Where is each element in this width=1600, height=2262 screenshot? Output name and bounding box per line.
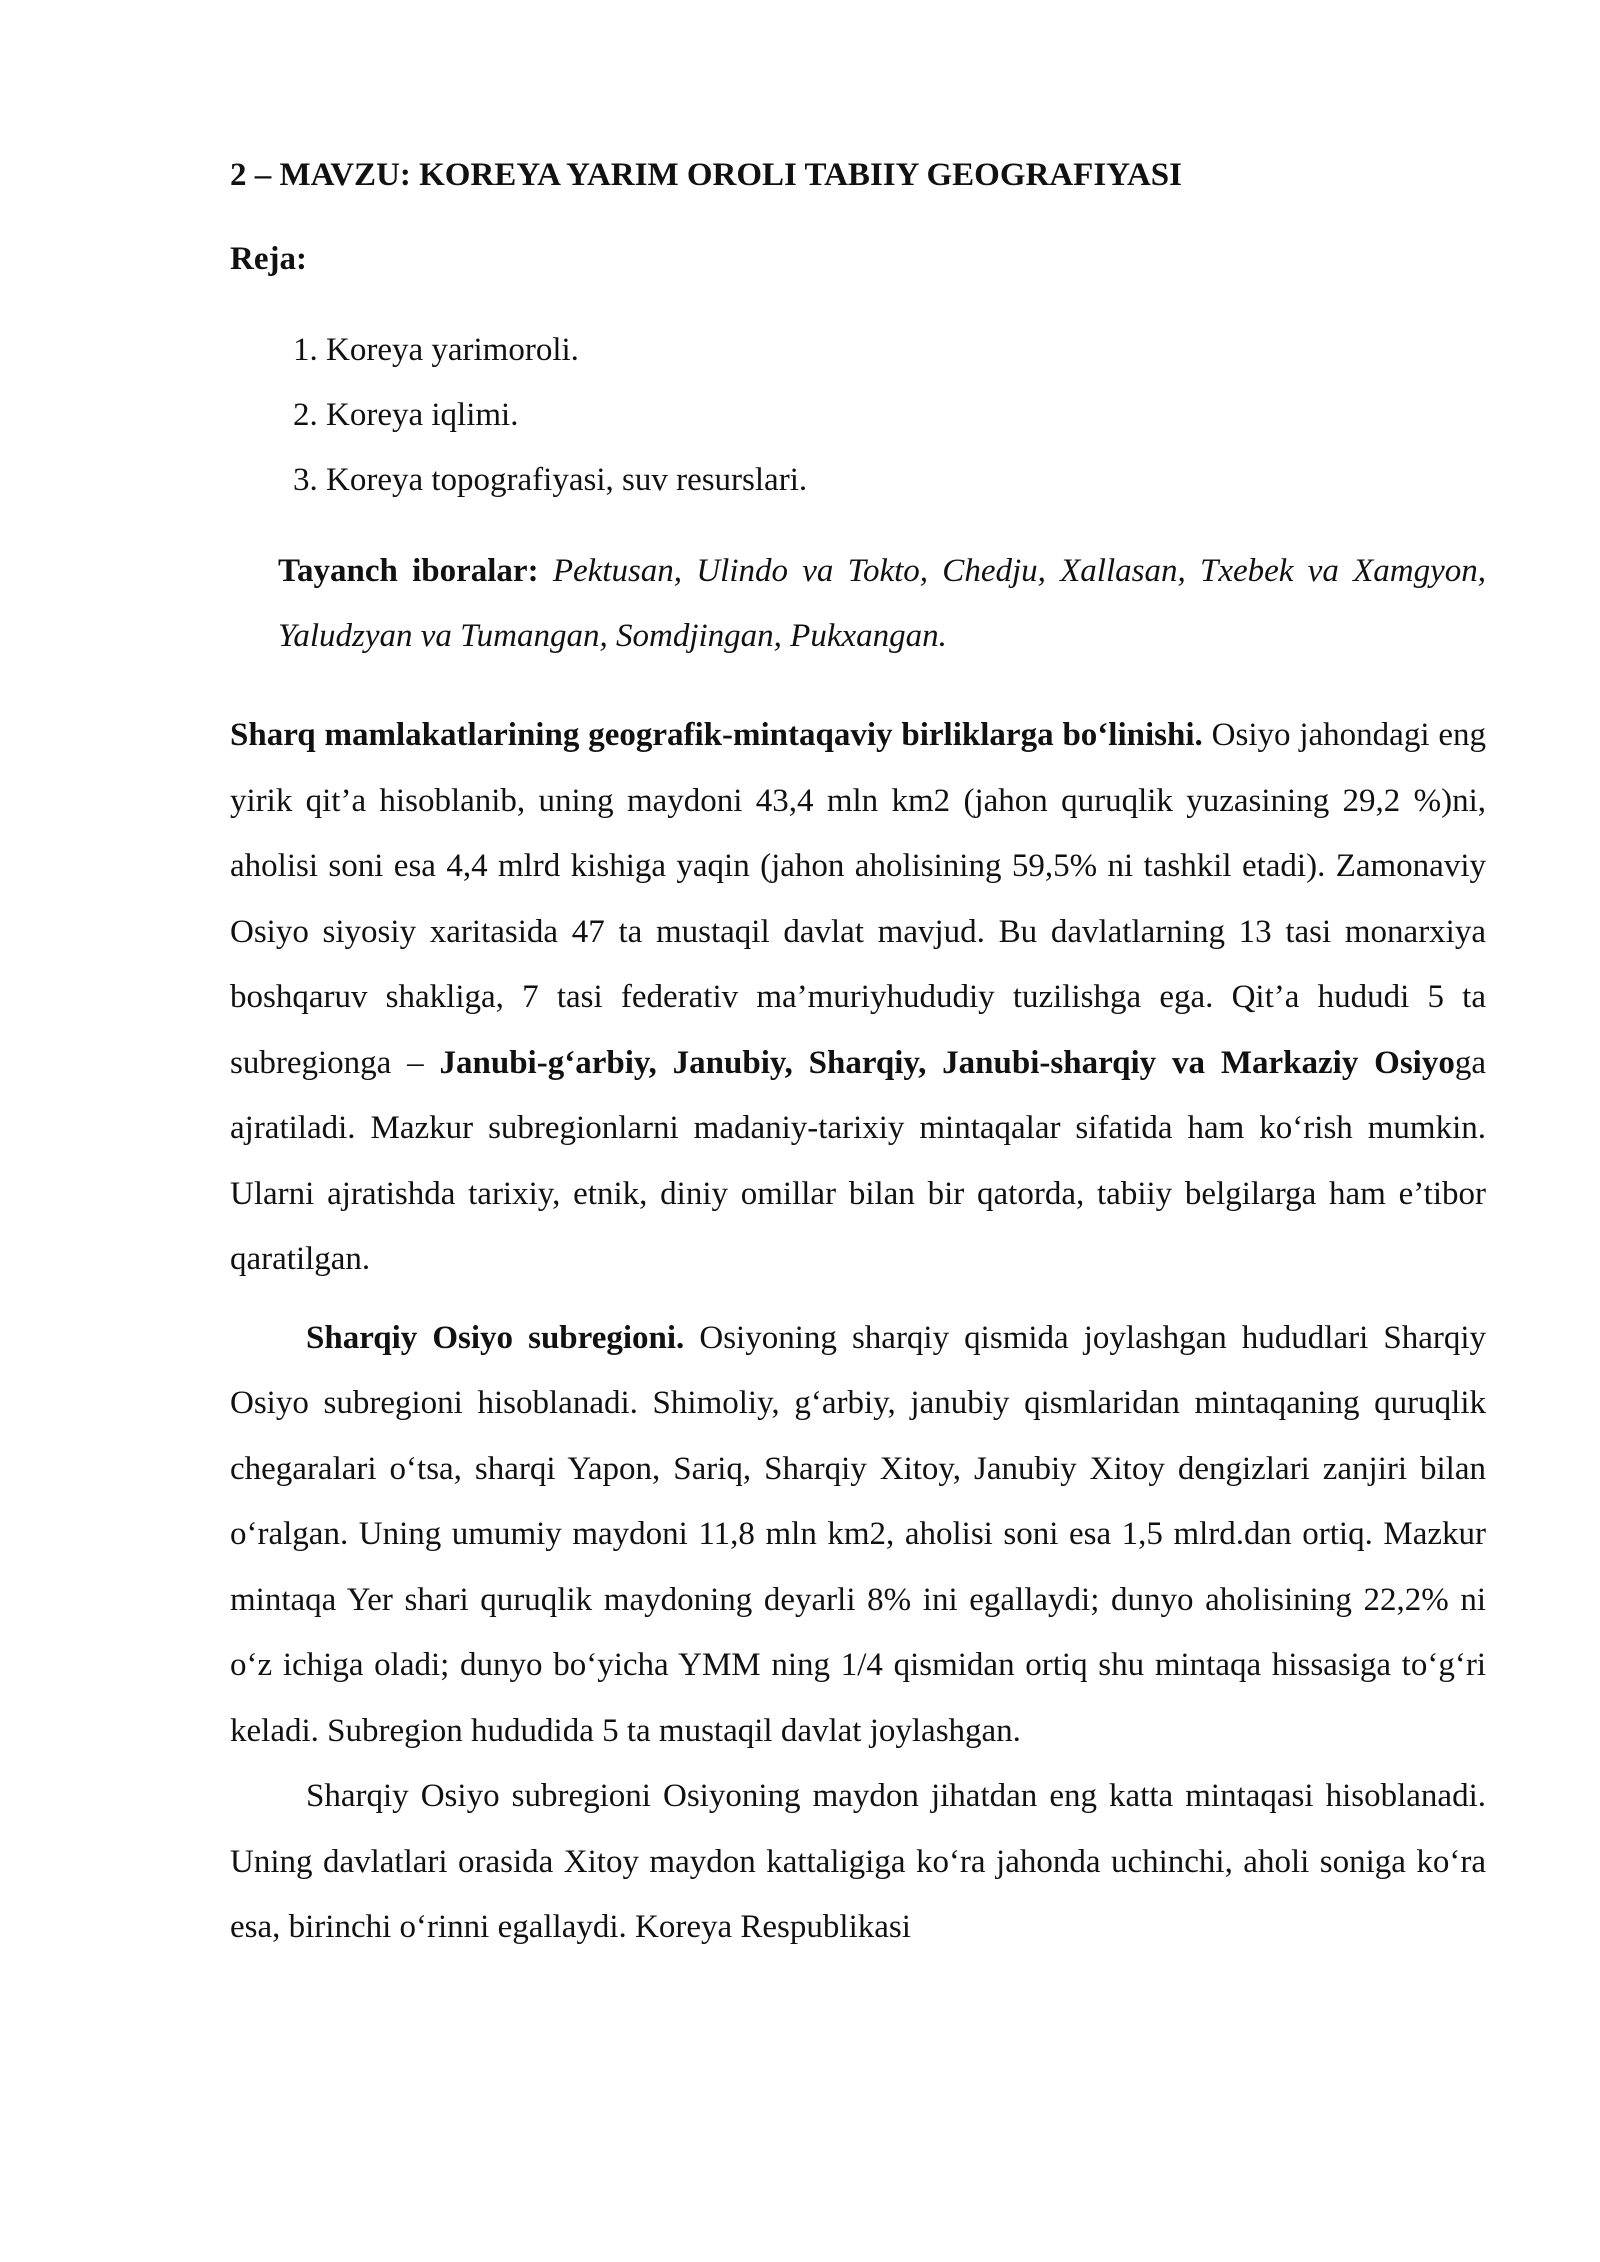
regions-list-bold: Janubi-g‘arbiy, Janubiy, Sharqiy, Janubi-sharqiy va Markaziy Osiyo [439, 1044, 1455, 1081]
keywords-label: Tayanch iboralar: [278, 553, 539, 589]
plan-list [230, 318, 1486, 513]
plan-item: 1. Koreya yarimoroli. [326, 318, 1486, 383]
paragraph-lead: Sharqiy Osiyo subregioni. [306, 1319, 685, 1356]
paragraph-text: ga ajratiladi. Mazkur subregionlarni madaniy-tarixiy mintaqalar sifatida ham ko‘rish mumkin. Ularni ajratishda tarixiy, etnik, diniy omillar bilan bir qatorda, tabiiy belgilarga ham e’tibor qaratilgan. [230, 1044, 1486, 1277]
paragraph-text: Osiyo jahondagi eng yirik qit’a hisoblanib, uning maydoni 43,4 mln km2 (jahon quruqlik yuzasining 29,2 %)ni, aholisi soni esa 4,4 mlrd kishiga yaqin (jahon aholisining 59,5% ni tashkil etadi). Zamonaviy Osiyo siyosiy xaritasida 47 ta mustaqil davlat mavjud. Bu davlatlarning 13 tasi monarxiya boshqaruv shakliga, 7 tasi federativ ma’muriyhududiy tuzilishga ega. Qit’a hududi 5 ta subregionga – [230, 717, 1487, 1081]
paragraph-text: Sharqiy Osiyo subregioni Osiyoning maydon jihatdan eng katta mintaqasi hisoblanadi. Uning davlatlari orasida Xitoy maydon kattaligiga ko‘ra jahonda uchinchi, aholi soniga ko‘ra esa, birinchi o‘rinni egallaydi. Koreya Respublikasi [230, 1778, 1486, 1945]
keywords-block [278, 539, 1486, 669]
document-title: 2 – MAVZU: KOREYA YARIM OROLI TABIIY GEOGRAFIYASI [230, 157, 1182, 193]
paragraph-lead: Sharq mamlakatlarining geografik-mintaqaviy birliklarga bo‘linishi. [230, 717, 1203, 753]
keywords-text: Pektusan, Ulindo va Tokto, Chedju, Xallasan, Txebek va Xamgyon, Yaludzyan va Tumangan, Somdjingan, Pukxangan. [278, 553, 1486, 654]
paragraph-east-asia [230, 1306, 1486, 1765]
paragraph-east-asia-area [230, 1764, 1486, 1961]
document-page [230, 150, 1486, 1961]
plan-item: 2. Koreya iqlimi. [326, 383, 1486, 448]
plan-heading: Reja: [230, 241, 307, 277]
paragraph-text: Osiyoning sharqiy qismida joylashgan hududlari Sharqiy Osiyo subregioni hisoblanadi. Shimoliy, g‘arbiy, janubiy qismlaridan mintaqaning quruqlik chegaralari o‘tsa, sharqi Yapon, Sariq, Sharqiy Xitoy, Janubiy Xitoy dengizlari zanjiri bilan o‘ralgan. Uning umumiy maydoni 11,8 mln km2, aholisi soni esa 1,5 mlrd.dan ortiq. Mazkur mintaqa Yer shari quruqlik maydoning deyarli 8% ini egallaydi; dunyo aholisining 22,2% ni o‘z ichiga oladi; dunyo bo‘yicha YMM ning 1/4 qismidan ortiq shu mintaqa hissasiga to‘g‘ri keladi. Subregion hududida 5 ta mustaqil davlat joylashgan. [230, 1319, 1486, 1749]
paragraph-regions [230, 703, 1486, 1293]
plan-item: 3. Koreya topografiyasi, suv resurslari. [326, 448, 1486, 513]
